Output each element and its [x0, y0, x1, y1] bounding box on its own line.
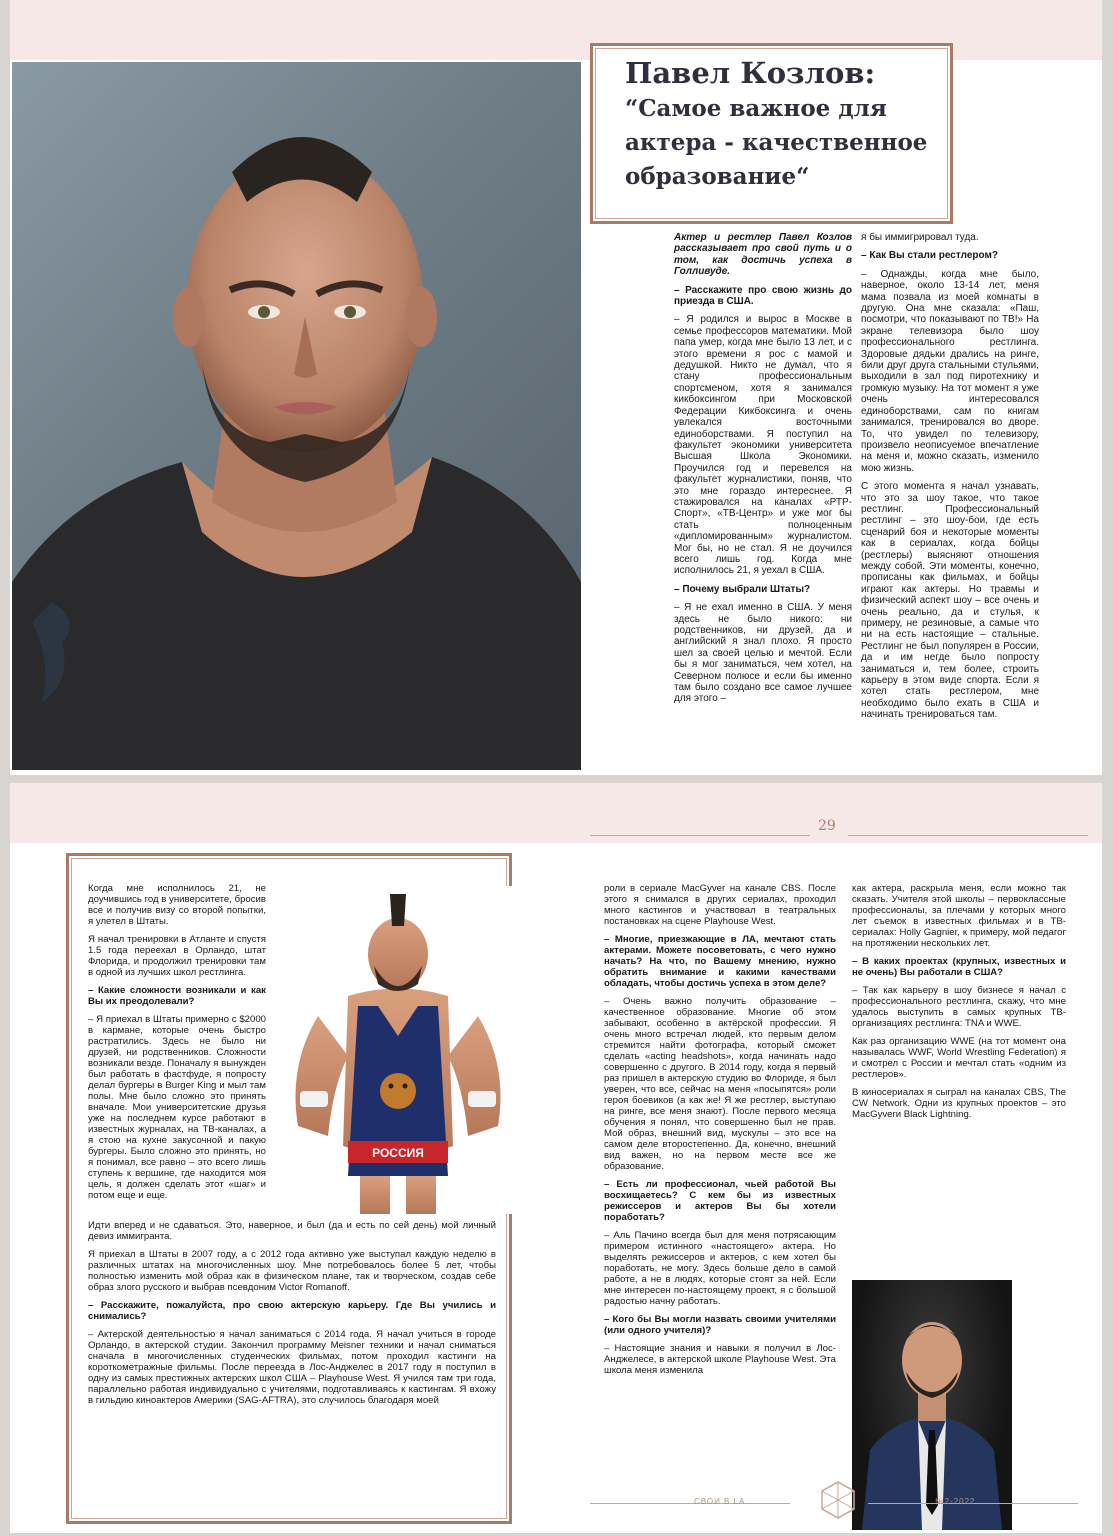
colC-paragraph-2: Как раз организацию WWE (на тот момент она называлась WWF, World Wrestling Federation) я и смотрел с России и мечтал стать «одним из рестлеров». — [852, 1036, 1066, 1080]
colA-answer-1: – Я приехал в Штаты примерно с $2000 в кармане, которые очень быстро растратились. Здесь не было ни друзей, ни родственников. Сложности возникали везде. Поначалу я вынужден был работать в фастфуде, я попросту делал бургеры в Burger King и мыл там полы. Мне было сложно это принять вначале. Мои университетские друзья уже на последнем курсе работают в известных журналах, на ТВ-каналах, а я стою на кухне закусочной и пакую бургеры. Было сложно это принять, но я понимал, все равно – это всего лишь ступень к вершине, где находится моя цель, я должен сделать этот «шаг» и потом еще и еще. — [88, 1014, 266, 1201]
bottom-column-c — [852, 883, 1066, 1127]
colC-paragraph-3: В киносериалах я сыграл на каналах CBS, The CW Network. Одни из крупных проектов – это MacGyverи Black Lightning. — [852, 1087, 1066, 1120]
question-1: – Расскажите про свою жизнь до приезда в США. — [674, 284, 852, 308]
colB-question-2: – Есть ли профессионал, чьей работой Вы восхищаетесь? С кем бы из известных режиссеров и актеров Вы бы хотели поработать? — [604, 1179, 836, 1223]
singlet-text: РОССИЯ — [372, 1146, 424, 1160]
header-rule-right — [848, 835, 1088, 836]
colA-paragraph-1: Когда мне исполнилось 21, не доучившись год в университете, бросив все и получив визу со второй попытки, я улетел в Штаты. — [88, 883, 266, 927]
article-column-2 — [861, 232, 1039, 728]
answer-1: – Я родился и вырос в Москве в семье профессоров математики. Мой папа умер, когда мне было 13 лет, и с этого времени я рос с мамой и дедушкой. Никто не думал, что я стану профессиональным спортсменом, хотя я занимался кикбоксингом при Московской Федерации Кикбоксинга и очень увлекался восточными единоборствами. Я поступил на факультет экономики университета Высшая Школа Экономики. Проучился год и перевелся на факультет журналистики, поняв, что это мне гораздо интереснее. Я стажировался на каналах «РТР-Спорт», «ТВ-Центр» и уже мог бы стать полноценным «дипломированным» журналистом. Мог бы, но не стал. Я не доучился всего лишь год. Когда мне исполнилось 21, я уехал в США. — [674, 314, 852, 577]
article-title-name: Павел Козлов: — [625, 56, 876, 90]
wrestler-illustration — [278, 886, 518, 1214]
colC-paragraph-1: как актера, раскрыла меня, если можно так сказать. Учителя этой школы – первоклассные профессионалы, за плечами у которых много лет съемок в известных фильмах и в ТВ-сериалах: Holly Gagnier, к примеру, мой педагог на протяжении нескольких лет. — [852, 883, 1066, 949]
suit-portrait-illustration — [852, 1280, 1012, 1530]
colA-question-1: – Какие сложности возникали и как Вы их преодолевали? — [88, 985, 266, 1007]
article-title-box — [590, 43, 953, 224]
magazine-logo-icon — [818, 1480, 858, 1520]
colA-answer-1-tail: Идти вперед и не сдаваться. Это, наверное, и был (да и есть по сей день) мой личный девиз иммигранта. — [88, 1220, 496, 1242]
colB-question-1: – Многие, приезжающие в ЛА, мечтают стать актерами. Можете посоветовать, с чего нужно начать? На что, по Вашему мнению, нужно обратить внимание и какими качествами обладать, чтобы достичь успеха в этом деле? — [604, 934, 836, 989]
colB-question-3: – Кого бы Вы могли назвать своими учителями (или одного учителя)? — [604, 1314, 836, 1336]
colC-answer-1: – Так как карьеру в шоу бизнесе я начал с профессионального рестлинга, скажу, что мне удалось выступить в самых крупных ТВ-организациях рестлинга: TNA и WWE. — [852, 985, 1066, 1029]
bottom-column-b — [604, 883, 836, 1383]
bottom-column-a — [88, 883, 266, 1208]
portrait-photo — [12, 62, 581, 770]
colA-paragraph-3: Я приехал в Штаты в 2007 году, а с 2012 года активно уже выступал каждую неделю в различных штатах на многочисленных шоу. Мне потребовалось более 5 лет, чтобы полностью изменить мой образ как в физическом плане, так и творческом, создав себе образ злого русского и выбрав псевдоним Victor Romanoff. — [88, 1249, 496, 1293]
magazine-spread-bottom — [10, 783, 1102, 1533]
colB-answer-1: – Очень важно получить образование – качественное образование. Многие об этом забывают, особенно в актёрской профессии. Я очень много встречал людей, кто первым делом стремится найти фотографа, который сможет сделать «acting headshots», когда начинать надо совершенно с другого. В 2014 году, когда я первый раз пришел в актерскую студию во Флориде, я был уверен, что все, сейчас на меня «посыпятся» роли героя боевиков (а как же! Я же рестлер, выступаю на ринге, все меня знают). После первого месяца обучения я понял, что совершенно был не прав. Мой образ, внешний вид, мускулы – это все на самом деле второстепенно. Да, конечно, внешний вид важен, но на первом месте все же образование. — [604, 996, 836, 1172]
answer-2: – Я не ехал именно в США. У меня здесь не было никого: ни родственников, ни друзей, да и английский я знал плохо. Я просто шел за своей целью и мечтой. Если бы я мог заниматься, чем хотел, на Северном полюсе и если бы именно там было создано все самое лучшее для этого – — [674, 602, 852, 705]
answer-3: – Однажды, когда мне было, наверное, около 13-14 лет, меня мама позвала из моей комнаты в другую. Она мне сказала: «Паш, посмотри, что показывают по ТВ!» На экране телевизора было шоу профессионального рестлинга. Здоровые дядьки дрались на ринге, били друг друга стальными стульями, выходили в зал под пиротехнику и громкую музыку. На тот момент я уже очень интересовался единоборствами, сам по книгам занимался, тренировался во дворе. То, что увидел по телевизору, произвело неописуемое впечатление на меня и, можно сказать, изменило мою жизнь. — [861, 268, 1039, 474]
page-header-band-bottom — [10, 783, 1102, 843]
article-column-1 — [674, 232, 852, 712]
colA-answer-2: – Актерской деятельностью я начал заниматься с 2014 года. Я начал учиться в городе Орландо, в актерской студии. Закончил программу Meisner техники и начал сниматься сначала в многочисленных студенческих фильмах, потом проходил кастинги на короткометражные фильмы. После переезда в Лос-Анджелес в 2017 году я поступил в одну из самых престижных актерских школ США – Playhouse West. Я учился там три года, параллельно работая индивидуально с учителями, подготавливаясь к кастингам. Я вхожу в гильдию киноактеров Америки (SAG-AFTRA), это случилось благодаря моей — [88, 1329, 496, 1406]
wrestler-photo — [278, 886, 518, 1214]
page-number: 29 — [818, 818, 836, 834]
article-lead: Актер и рестлер Павел Козлов рассказывает про свой путь и о том, как достичь успеха в Голливуде. — [674, 232, 852, 278]
article-title-quote: “Самое важное для актера - качественное образование“ — [625, 95, 928, 190]
colC-question-1: – В каких проектах (крупных, известных и не очень) Вы работали в США? — [852, 956, 1066, 978]
bottom-column-a-wide — [88, 1220, 496, 1413]
answer-2-continued: я бы иммигрировал туда. — [861, 232, 979, 243]
footer-magazine-name: СВОИ В LA — [694, 1497, 746, 1506]
colA-question-2: – Расскажите, пожалуйста, про свою актерскую карьеру. Где Вы учились и снимались? — [88, 1300, 496, 1322]
colB-paragraph-1: роли в сериале MacGyver на канале CBS. После этого я снимался в других сериалах, проходил много кастингов и участвовал в театральных постановках на сцене Playhouse West. — [604, 883, 836, 927]
header-rule-left — [590, 835, 810, 836]
colB-answer-3: – Настоящие знания и навыки я получил в Лос-Анджелесе, в актерской школе Playhouse West. Эта школа меня изменила — [604, 1343, 836, 1376]
magazine-spread-top — [10, 0, 1102, 775]
portrait-illustration — [12, 62, 581, 770]
colB-answer-2: – Аль Пачино всегда был для меня потрясающим примером истинного «настоящего» актера. Но выделять режиссеров и актеров, с кем хотел бы поработать, не могу. Здесь больше дело в самой работе, а не в людях, которые стоят за ней. Если мне интересен по-настоящему проект, я с большой радостью начну работать. — [604, 1230, 836, 1307]
footer-rule-left — [590, 1503, 790, 1504]
answer-3-continued: С этого момента я начал узнавать, что это за шоу такое, что такое рестлинг. Профессиональный рестлинг – это шоу-бои, где есть сценарий боя и некоторые моменты как в сериалах, когда бойцы (рестлеры) выясняют отношения между собой. Эти моменты, конечно, прописаны как фильмах, и бойцы играют как актеры. Но травмы и физический аспект шоу – все очень и очень реально, да и стулья, к примеру, не резиновые, а самые что ни на есть настоящие – стальные. Рестлинг не был популярен в России, да и им негде было попросту заниматься и, тем более, строить карьеру в этом виде спорта. Если я хотел стать рестлером, мне необходимо было ехать в США и начинать тренироваться там. — [861, 481, 1039, 721]
question-3: – Как Вы стали рестлером? — [861, 250, 998, 262]
colA-paragraph-2: Я начал тренировки в Атланте и спустя 1.5 года переехал в Орландо, штат Флорида, и продолжил тренировки там в одной из лучших школ рестлинга. — [88, 934, 266, 978]
suit-portrait-photo — [852, 1280, 1012, 1530]
question-2: – Почему выбрали Штаты? — [674, 583, 811, 595]
footer-issue-number: №2-2022 — [935, 1497, 976, 1506]
